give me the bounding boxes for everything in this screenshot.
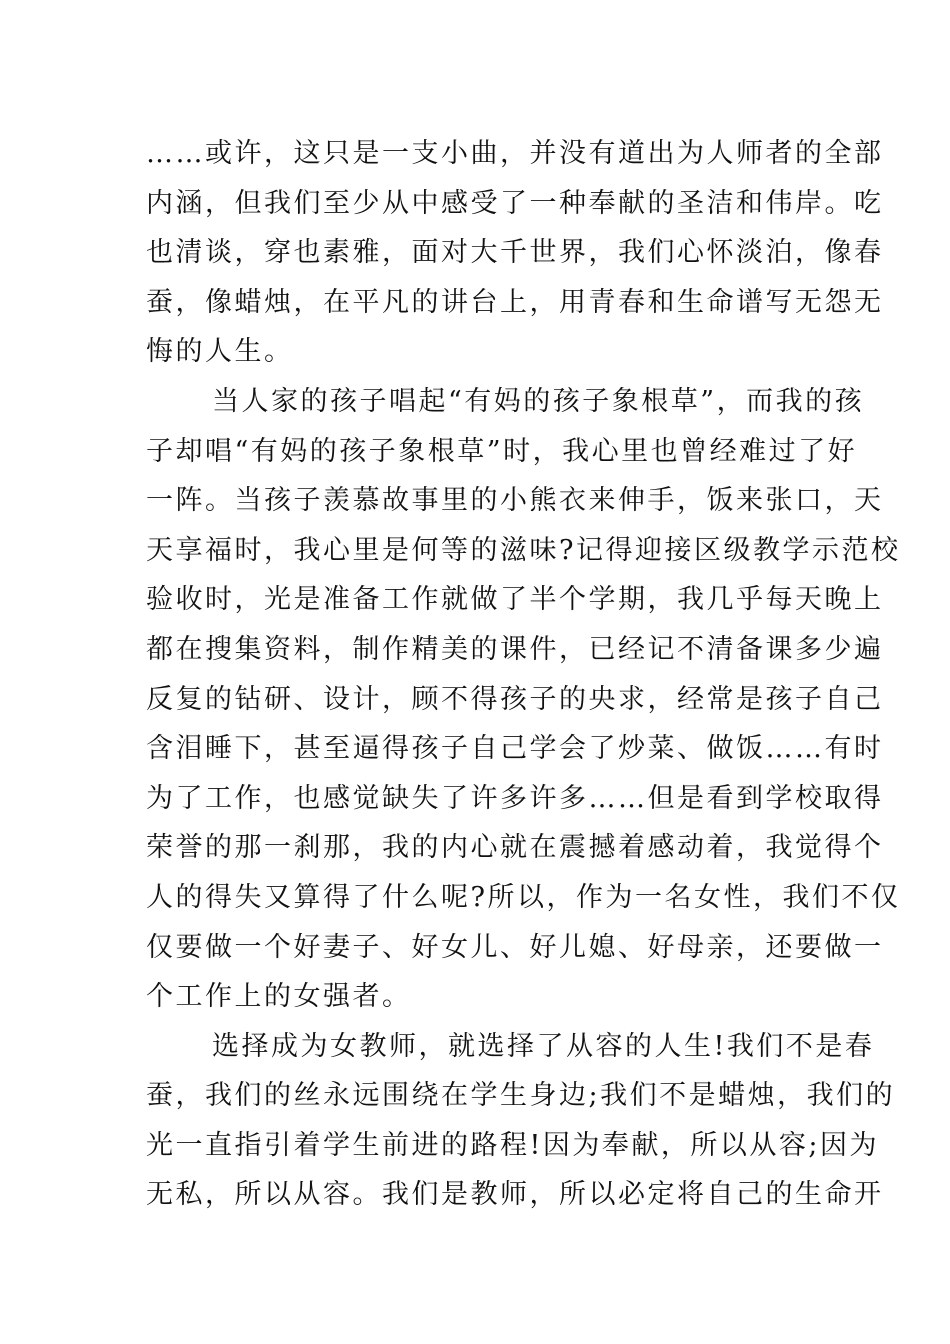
text-line: 当人家的孩子唱起“有妈的孩子象根草”，而我的孩 xyxy=(212,385,865,417)
text-line: 个工作上的女强者。 xyxy=(146,981,412,1013)
text-line: 一阵。当孩子羡慕故事里的小熊衣来伸手，饭来张口，天 xyxy=(146,485,884,517)
text-line: 反复的钻研、设计，顾不得孩子的央求，经常是孩子自己 xyxy=(146,683,884,715)
text-line: 人的得失又算得了什么呢?所以，作为一名女性，我们不仅 xyxy=(146,881,901,913)
text-line: 仅要做一个好妻子、好女儿、好儿媳、好母亲，还要做一 xyxy=(146,931,884,963)
text-line: 子却唱“有妈的孩子象根草”时，我心里也曾经难过了好 xyxy=(146,435,858,467)
text-line: 都在搜集资料，制作精美的课件，已经记不清备课多少遍 xyxy=(146,633,884,665)
text-line: 含泪睡下，甚至逼得孩子自己学会了炒菜、做饭……有时 xyxy=(146,733,884,765)
text-line: 内涵，但我们至少从中感受了一种奉献的圣洁和伟岸。吃 xyxy=(146,187,884,219)
text-line: 为了工作，也感觉缺失了许多许多……但是看到学校取得 xyxy=(146,782,884,814)
text-line: 荣誉的那一刹那，我的内心就在震撼着感动着，我觉得个 xyxy=(146,832,884,864)
text-line: 光一直指引着学生前进的路程!因为奉献，所以从容;因为 xyxy=(146,1129,879,1161)
text-line: 蚕，像蜡烛，在平凡的讲台上，用青春和生命谱写无怨无 xyxy=(146,286,884,318)
text-line: 验收时，光是准备工作就做了半个学期，我几乎每天晚上 xyxy=(146,584,884,616)
paragraph xyxy=(146,129,884,377)
text-line: 蚕，我们的丝永远围绕在学生身边;我们不是蜡烛，我们的 xyxy=(146,1080,896,1112)
text-line: ……或许，这只是一支小曲，并没有道出为人师者的全部 xyxy=(146,138,884,169)
text-line: 也清谈，穿也素雅，面对大千世界，我们心怀淡泊，像春 xyxy=(146,237,884,269)
text-line: 无私，所以从容。我们是教师，所以必定将自己的生命开 xyxy=(146,1179,884,1211)
text-line: 悔的人生。 xyxy=(146,336,294,368)
document-body xyxy=(146,129,901,1220)
text-line: 天享福时，我心里是何等的滋味?记得迎接区级教学示范校 xyxy=(146,534,901,566)
paragraph xyxy=(146,1022,896,1220)
text-line: 选择成为女教师，就选择了从容的人生!我们不是春 xyxy=(212,1030,875,1062)
paragraph xyxy=(146,377,901,1022)
